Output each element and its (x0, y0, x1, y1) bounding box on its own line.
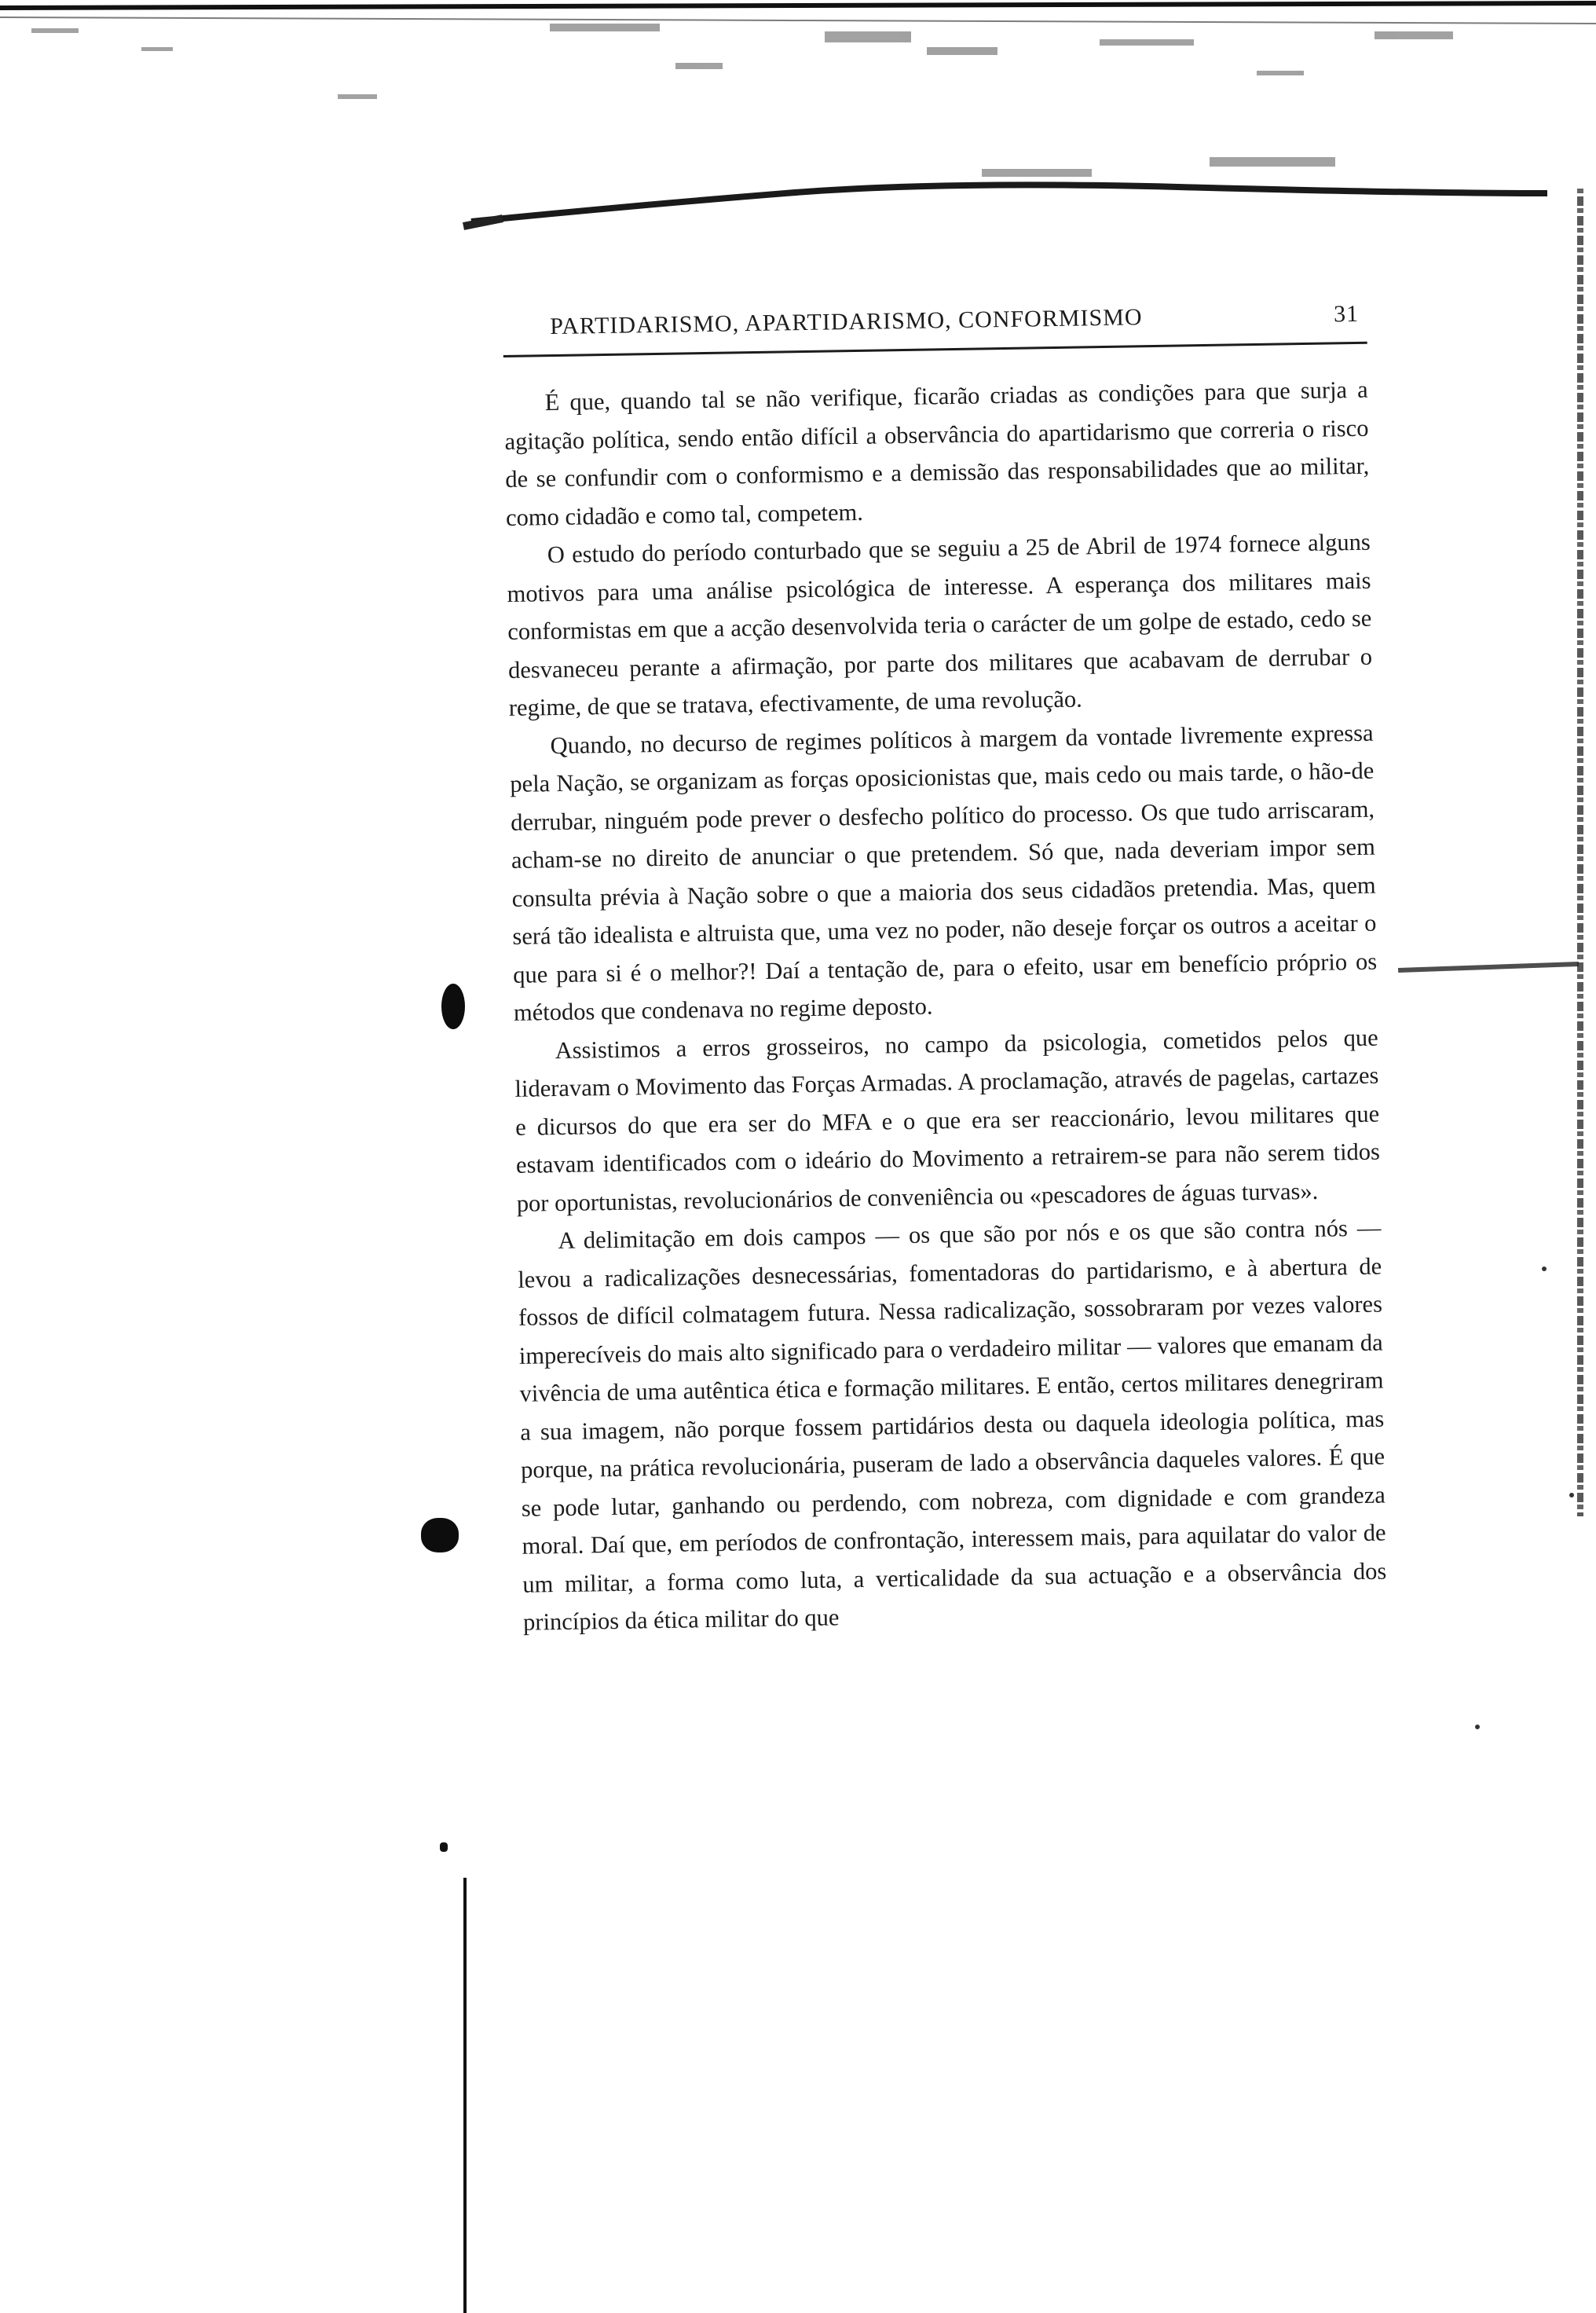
scan-edge-line (463, 1878, 467, 2313)
running-head (503, 301, 1367, 341)
page-edge-border (1577, 189, 1583, 1516)
punch-hole (421, 1518, 459, 1552)
paragraph: É que, quando tal se não verifique, ficarão criadas as condições para que surja a agitação política, sendo então difícil a observância do apartidarismo que correria o risco de se confundir com o conformismo e a demissão das responsabilidades que ao militar, como cidadão e como tal, competem. (504, 376, 1370, 531)
scan-dot (1569, 1493, 1574, 1497)
body-text (503, 371, 1387, 1642)
punch-hole (441, 984, 465, 1029)
scan-dot (1475, 1725, 1480, 1729)
paragraph: Quando, no decurso de regimes políticos à margem da vontade livremente expressa pela Nação, se organizam as forças oposicionistas que, mais cedo ou mais tarde, o hão-de derrubar, ninguém pode prever o desfecho político do processo. Os que tudo arriscaram, acham-se no direito de anunciar o que pretendem. Só que, nada deveriam impor sem consulta prévia à Nação sobre o que a maioria dos seus cidadãos pretendia. Mas, quem será tão idealista e altruista que, uma vez no poder, não deseje forçar os outros a aceitar o que para si é o melhor?! Daí a tentação de, para o efeito, usar em benefício próprio os métodos que condenava no regime deposto. (510, 719, 1378, 1026)
scan-noise-top (0, 0, 1596, 236)
book-page (503, 301, 1387, 1642)
paragraph: O estudo do período conturbado que se seguiu a 25 de Abril de 1974 fornece alguns motivos para uma análise psicológica de interesse. A esperança dos militares mais conformistas em que a acção desenvolvida teria o carácter de um golpe de estado, cedo se desvaneceu perante a afirmação, por parte dos militares que acabavam de derrubar o regime, de que se tratava, efectivamente, de uma revolução. (507, 528, 1373, 721)
page-number: 31 (1333, 300, 1360, 328)
scan-dot (440, 1842, 448, 1852)
running-head-title: PARTIDARISMO, APARTIDARISMO, CONFORMISMO (549, 304, 1143, 340)
scan-smudge (1398, 962, 1579, 973)
scan-dot (1542, 1266, 1547, 1271)
paragraph: A delimitação em dois campos — os que são por nós e os que são contra nós — levou a radicalizações desnecessárias, fomentadoras do partidarismo, e à abertura de fossos de difícil colmatagem futura. Nessa radicalização, sossobraram por vezes valores imperecíveis do mais alto significado para o verdadeiro militar — valores que emanam da vivência de uma autêntica ética e formação militares. E então, certos militares denegriram a sua imagem, não porque fossem partidários desta ou daquela ideologia política, mas porque, na prática revolucionária, puseram de lado a observância daqueles valores. É que se pode lutar, ganhando ou perdendo, com nobreza, com dignidade e com grandeza moral. Daí que, em períodos de confrontação, interessem mais, para aquilatar do valor de um militar, a forma como luta, a verticalidade da sua actuação e a observância dos princípios da ética militar do que (518, 1214, 1387, 1636)
paragraph: Assistimos a erros grosseiros, no campo da psicologia, cometidos pelos que lideravam o Movimento das Forças Armadas. A proclamação, através de pagelas, cartazes e dicursos do que era ser do MFA e o que era ser reaccionário, levou militares que estavam identificados com o ideário do Movimento a retrairem-se para não serem tidos por oportunistas, revolucionários de conveniência ou «pescadores de águas turvas». (514, 1024, 1381, 1217)
header-rule (503, 342, 1367, 357)
